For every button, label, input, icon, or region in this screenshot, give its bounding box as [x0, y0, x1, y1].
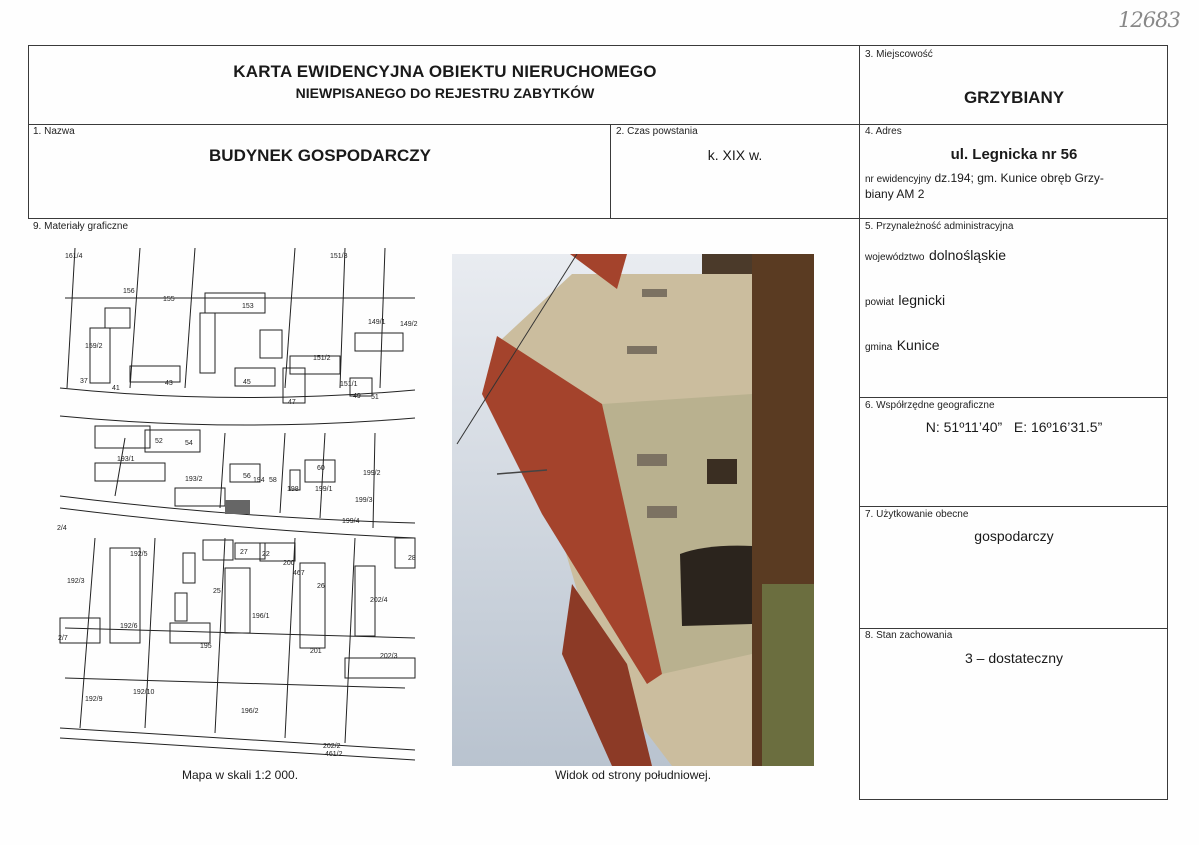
svg-text:199/1: 199/1	[315, 486, 333, 493]
svg-text:49: 49	[353, 393, 361, 400]
svg-text:60: 60	[317, 465, 325, 472]
wspolrzedne-value: N: 51º11’40” E: 16º16’31.5”	[925, 419, 1103, 435]
svg-text:47: 47	[288, 399, 296, 406]
svg-text:202/4: 202/4	[370, 597, 388, 604]
svg-text:149/1: 149/1	[368, 319, 386, 326]
svg-text:149/2: 149/2	[400, 321, 418, 328]
svg-text:153: 153	[242, 303, 254, 310]
svg-text:192/10: 192/10	[133, 689, 155, 696]
svg-text:151/3: 151/3	[330, 253, 348, 260]
map-caption: Mapa w skali 1:2 000.	[181, 768, 299, 782]
document-title: KARTA EWIDENCYJNA OBIEKTU NIERUCHOMEGO	[233, 62, 657, 81]
svg-text:194: 194	[253, 477, 265, 484]
row-divider-8	[859, 628, 1168, 629]
uzytkowanie-label: 7. Użytkowanie obecne	[865, 509, 969, 520]
svg-text:161/4: 161/4	[65, 253, 83, 260]
svg-text:202/3: 202/3	[380, 653, 398, 660]
svg-text:2/7: 2/7	[58, 635, 68, 642]
svg-text:192/5: 192/5	[130, 551, 148, 558]
row-divider-6	[859, 397, 1168, 398]
nr-ewidencyjny-label: nr ewidencyjny	[865, 174, 932, 185]
powiat-label: powiat	[865, 297, 894, 308]
svg-text:54: 54	[185, 440, 193, 447]
gmina-label: gmina	[865, 342, 893, 353]
svg-text:196/2: 196/2	[241, 708, 259, 715]
svg-text:193/2: 193/2	[185, 476, 203, 483]
wojewodztwo-label: województwo	[865, 252, 925, 263]
svg-text:199/4: 199/4	[342, 518, 360, 525]
wojewodztwo	[865, 247, 1006, 265]
inventory-number: 12683	[1118, 8, 1180, 32]
col-divider-czas	[610, 124, 611, 218]
row-divider-2	[28, 218, 1168, 219]
svg-text:45: 45	[243, 379, 251, 386]
stan-label: 8. Stan zachowania	[865, 630, 953, 641]
nr-ewidencyjny	[865, 171, 1160, 202]
svg-text:58: 58	[269, 477, 277, 484]
stan-value: 3 – dostateczny	[964, 650, 1064, 666]
row-divider-7	[859, 506, 1168, 507]
gmina	[865, 337, 940, 355]
svg-text:202/2: 202/2	[323, 743, 341, 750]
svg-text:25: 25	[213, 588, 221, 595]
miejscowosc-label: 3. Miejscowość	[865, 49, 933, 60]
frame-left	[28, 45, 29, 218]
photo-caption: Widok od strony południowej.	[554, 768, 712, 782]
svg-text:155: 155	[163, 296, 175, 303]
powiat-value: legnicki	[898, 292, 946, 308]
miejscowosc-value: GRZYBIANY	[963, 88, 1065, 107]
svg-text:195: 195	[200, 643, 212, 650]
powiat	[865, 292, 945, 310]
svg-text:192/3: 192/3	[67, 578, 85, 585]
adres-value: ul. Legnicka nr 56	[950, 146, 1078, 163]
wspolrzedne-label: 6. Współrzędne geograficzne	[865, 400, 995, 411]
svg-text:28: 28	[408, 555, 416, 562]
svg-text:196/1: 196/1	[252, 613, 270, 620]
svg-text:56: 56	[243, 473, 251, 480]
svg-text:467: 467	[293, 570, 305, 577]
svg-text:192/9: 192/9	[85, 696, 103, 703]
frame-top	[28, 45, 1168, 46]
building-photo	[452, 254, 814, 766]
materialy-label: 9. Materiały graficzne	[33, 221, 129, 232]
cadastral-map	[55, 238, 425, 768]
svg-text:159/2: 159/2	[85, 343, 103, 350]
wojewodztwo-value: dolnośląskie	[928, 247, 1006, 263]
svg-text:41: 41	[112, 385, 120, 392]
nazwa-label: 1. Nazwa	[33, 126, 75, 137]
svg-text:461/2: 461/2	[325, 751, 343, 758]
svg-text:37: 37	[80, 378, 88, 385]
frame-bottom-right	[859, 799, 1168, 800]
svg-text:201: 201	[310, 648, 322, 655]
svg-text:2/4: 2/4	[57, 525, 67, 532]
svg-text:151/1: 151/1	[340, 381, 358, 388]
svg-text:43: 43	[165, 380, 173, 387]
svg-text:51: 51	[371, 394, 379, 401]
adres-label: 4. Adres	[865, 126, 902, 137]
czas-value: k. XIX w.	[707, 147, 763, 163]
svg-text:199/2: 199/2	[363, 470, 381, 477]
svg-text:26: 26	[317, 583, 325, 590]
svg-text:151/2: 151/2	[313, 355, 331, 362]
uzytkowanie-value: gospodarczy	[974, 528, 1054, 544]
svg-text:27: 27	[240, 549, 248, 556]
svg-text:193/1: 193/1	[117, 456, 135, 463]
svg-text:199/3: 199/3	[355, 497, 373, 504]
nr-ewidencyjny-value-2: biany AM 2	[865, 187, 925, 201]
svg-text:192/6: 192/6	[120, 623, 138, 630]
document-subtitle: NIEWPISANEGO DO REJESTRU ZABYTKÓW	[295, 85, 595, 101]
przynaleznosc-label: 5. Przynależność administracyjna	[865, 221, 1014, 232]
svg-text:22: 22	[262, 551, 270, 558]
nr-ewidencyjny-value-1: dz.194; gm. Kunice obręb Grzy-	[934, 171, 1104, 185]
svg-text:198: 198	[287, 486, 299, 493]
czas-label: 2. Czas powstania	[616, 126, 698, 137]
svg-text:156: 156	[123, 288, 135, 295]
svg-text:52: 52	[155, 438, 163, 445]
svg-text:200: 200	[283, 560, 295, 567]
row-divider-1	[28, 124, 1168, 125]
nazwa-value: BUDYNEK GOSPODARCZY	[209, 146, 431, 165]
gmina-value: Kunice	[896, 337, 940, 353]
